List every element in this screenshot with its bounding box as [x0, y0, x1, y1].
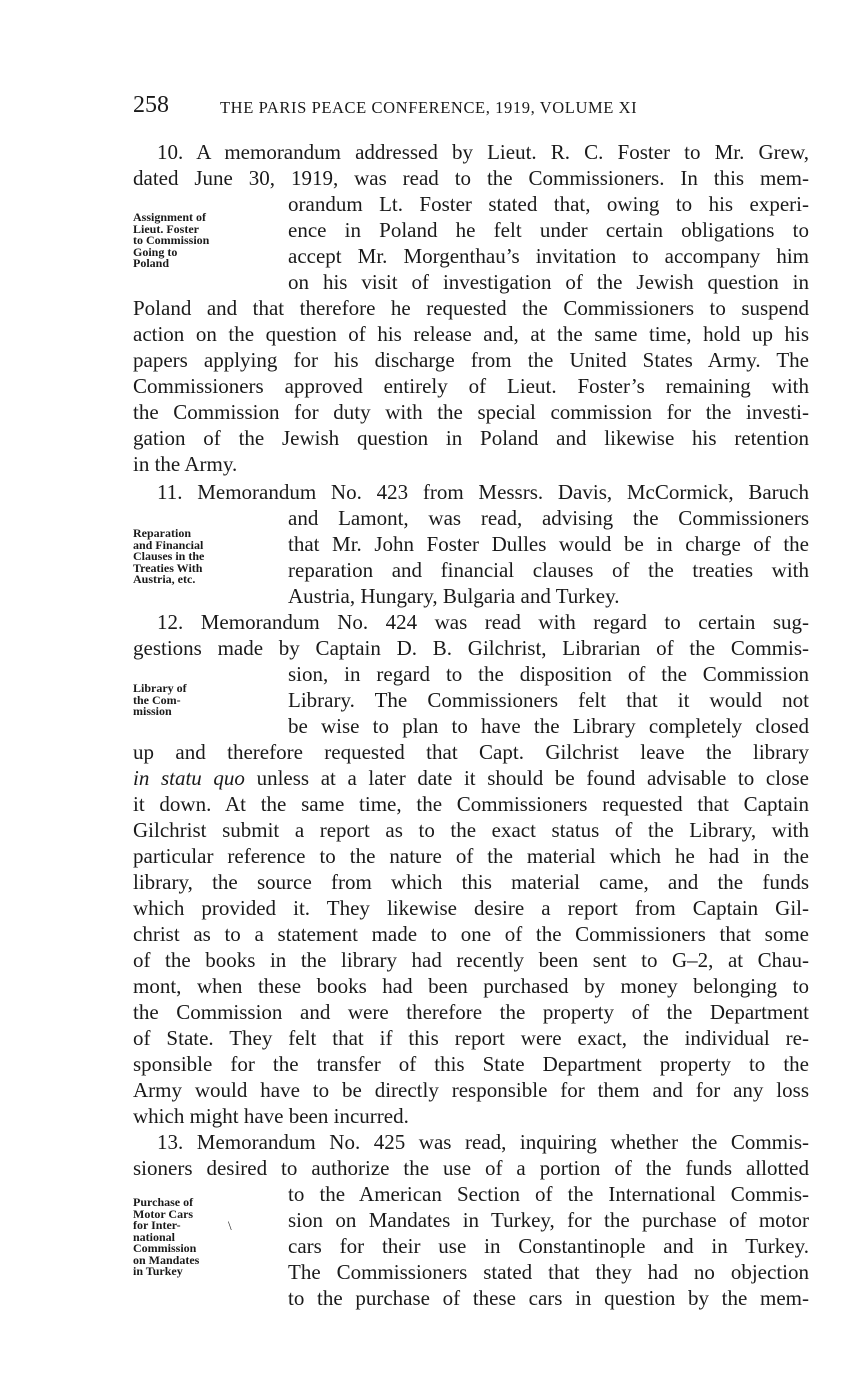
body-line [133, 765, 809, 791]
body-line: on his visit of investigation of the Jewish question in [288, 270, 809, 294]
body-line: Austria, Hungary, Bulgaria and Turkey. [288, 584, 620, 608]
body-line: the Commission for duty with the special commission for the investi- [133, 400, 809, 424]
sidenote-motor-cars: Purchase of Motor Cars for Inter- national Commission on Mandates in Turkey [133, 1195, 200, 1278]
body-line: The Commissioners stated that they had no objection [288, 1260, 809, 1284]
body-line: Poland and that therefore he requested the Commissioners to suspend [133, 296, 809, 320]
body-line: Commissioners approved entirely of Lieut. Foster’s remaining with [133, 374, 809, 398]
body-line: sioners desired to authorize the use of a portion of the funds allotted [133, 1156, 809, 1180]
running-title: THE PARIS PEACE CONFERENCE, 1919, VOLUME XI [220, 98, 638, 117]
body-line: Library. The Commissioners felt that it would not [288, 688, 809, 712]
italic-phrase: in statu quo [133, 766, 245, 790]
body-line: which provided it. They likewise desire a report from Captain Gil- [133, 896, 809, 920]
body-line: 11. Memorandum No. 423 from Messrs. Davis, McCormick, Baruch [157, 480, 809, 504]
body-line: Army would have to be directly responsible for them and for any loss [133, 1078, 809, 1102]
body-line: sion, in regard to the disposition of the Commission [288, 662, 809, 686]
body-line: of the books in the library had recently been sent to G–2, at Chau- [133, 948, 809, 972]
body-line: accept Mr. Morgenthau’s invitation to accompany him [288, 244, 809, 268]
body-line: to the American Section of the International Commis- [288, 1182, 809, 1206]
body-line: up and therefore requested that Capt. Gilchrist leave the library [133, 740, 809, 764]
body-line: and Lamont, was read, advising the Commissioners [288, 506, 809, 530]
page-number: 258 [133, 92, 169, 118]
page-header [133, 92, 813, 122]
body-line: library, the source from which this material came, and the funds [133, 870, 809, 894]
body-line: of State. They felt that if this report were exact, the individual re- [133, 1026, 809, 1050]
body-line: be wise to plan to have the Library completely closed [288, 714, 809, 738]
body-line: Gilchrist submit a report as to the exact status of the Library, with [133, 818, 809, 842]
body-line: that Mr. John Foster Dulles would be in charge of the [288, 532, 809, 556]
body-line: mont, when these books had been purchased by money belonging to [133, 974, 809, 998]
body-line: action on the question of his release and, at the same time, hold up his [133, 322, 809, 346]
body-line: cars for their use in Constantinople and in Turkey. [288, 1234, 809, 1258]
body-line: christ as to a statement made to one of the Commissioners that some [133, 922, 809, 946]
body-line: 10. A memorandum addressed by Lieut. R. C. Foster to Mr. Grew, [157, 140, 809, 164]
margin-tick-mark: \ [228, 1218, 232, 1233]
body-line: orandum Lt. Foster stated that, owing to his experi- [288, 192, 809, 216]
body-line: the Commission and were therefore the property of the Department [133, 1000, 809, 1024]
body-line: papers applying for his discharge from the United States Army. The [133, 348, 809, 372]
body-line: dated June 30, 1919, was read to the Commissioners. In this mem- [133, 166, 809, 190]
body-line: sion on Mandates in Turkey, for the purchase of motor [288, 1208, 809, 1232]
body-line: ence in Poland he felt under certain obligations to [288, 218, 809, 242]
sidenote-reparation: Reparation and Financial Clauses in the Treaties With Austria, etc. [133, 526, 205, 586]
body-line: which might have been incurred. [133, 1104, 409, 1128]
body-line: sponsible for the transfer of this State Department property to the [133, 1052, 809, 1076]
body-line: to the purchase of these cars in question by the mem- [288, 1286, 809, 1310]
sidenote-assignment: Assignment of Lieut. Foster to Commission Going to Poland [133, 210, 210, 270]
body-line: particular reference to the nature of the material which he had in the [133, 844, 809, 868]
body-line-rest: unless at a later date it should be found advisable to close [256, 766, 809, 790]
body-line: it down. At the same time, the Commissioners requested that Captain [133, 792, 809, 816]
body-line: in the Army. [133, 452, 238, 476]
body-line: gation of the Jewish question in Poland and likewise his retention [133, 426, 809, 450]
body-line: 12. Memorandum No. 424 was read with regard to certain sug- [157, 610, 809, 634]
sidenote-library: Library of the Com- mission [133, 681, 187, 718]
body-line: gestions made by Captain D. B. Gilchrist, Librarian of the Commis- [133, 636, 809, 660]
body-line: reparation and financial clauses of the treaties with [288, 558, 809, 582]
body-line: 13. Memorandum No. 425 was read, inquiring whether the Commis- [157, 1130, 809, 1154]
